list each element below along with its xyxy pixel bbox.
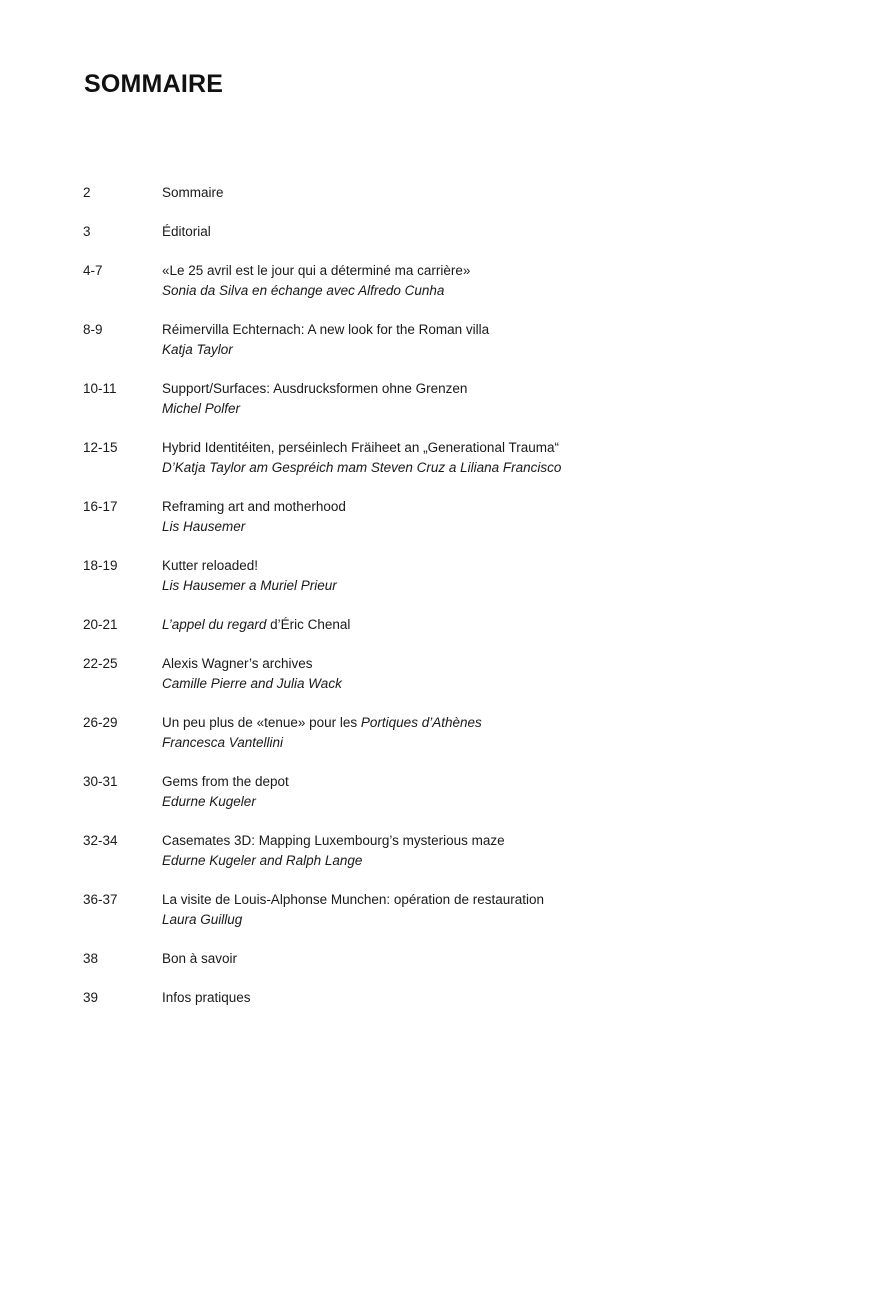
toc-entry-title: Bon à savoir: [162, 951, 238, 966]
toc-page-number: 32-34: [83, 833, 118, 848]
toc-page-number: 39: [83, 990, 99, 1005]
toc-entry: [83, 556, 843, 596]
toc-entry: [83, 949, 843, 969]
toc-page-number: 38: [83, 951, 99, 966]
toc-entry-title: Réimervilla Echternach: A new look for the Roman villa: [162, 322, 490, 337]
toc-page-number: 4-7: [83, 263, 103, 278]
toc-entry: [83, 615, 843, 635]
toc-entry-author: Sonia da Silva en échange avec Alfredo Cunha: [162, 283, 445, 298]
toc-entry-title: Reframing art and motherhood: [162, 499, 346, 514]
toc-entry: [83, 183, 843, 203]
toc-entry-author: Lis Hausemer: [162, 519, 246, 534]
toc-entry-title: Sommaire: [162, 185, 224, 200]
toc-entry-title-italic: Portiques d’Athènes: [360, 715, 482, 730]
toc-entry-author: Camille Pierre and Julia Wack: [162, 676, 342, 691]
toc-entry-title: Casemates 3D: Mapping Luxembourg’s mysterious maze: [162, 833, 505, 848]
toc-page-number: 16-17: [83, 499, 118, 514]
toc-page-number: 18-19: [83, 558, 118, 573]
toc-entry: [83, 222, 843, 242]
toc-page-number: 8-9: [83, 322, 103, 337]
toc-entry-title: La visite de Louis-Alphonse Munchen: opération de restauration: [162, 892, 544, 907]
toc-page-number: 2: [83, 185, 91, 200]
toc-entry-title: Éditorial: [162, 224, 211, 239]
toc-entry-author: Katja Taylor: [162, 342, 233, 357]
toc-page-number: 22-25: [83, 656, 118, 671]
toc-entry: [83, 988, 843, 1008]
toc-entry-author: Edurne Kugeler: [162, 794, 256, 809]
toc-entry-author: D’Katja Taylor am Gespréich mam Steven Cruz a Liliana Francisco: [162, 460, 562, 475]
toc-page-number: 12-15: [83, 440, 118, 455]
toc-entry: [83, 438, 843, 478]
toc-entry: [83, 379, 843, 419]
table-of-contents: [83, 183, 843, 1027]
toc-page-number: 26-29: [83, 715, 118, 730]
toc-entry: [83, 261, 843, 301]
toc-page-number: 20-21: [83, 617, 118, 632]
toc-page-number: 3: [83, 224, 91, 239]
toc-entry-title: Gems from the depot: [162, 774, 289, 789]
toc-entry-title-italic: L’appel du regard: [162, 617, 267, 632]
toc-entry-title-pre: Un peu plus de «tenue» pour les: [162, 715, 361, 730]
toc-entry: [83, 831, 843, 871]
toc-entry-title: [162, 713, 843, 733]
toc-entry-title: Kutter reloaded!: [162, 558, 259, 573]
toc-page-number: 10-11: [83, 381, 117, 396]
toc-entry-title: Alexis Wagner’s archives: [162, 656, 313, 671]
toc-entry-author: Lis Hausemer a Muriel Prieur: [162, 578, 337, 593]
toc-entry-title: Hybrid Identitéiten, perséinlech Fräiheet an „Generational Trauma“: [162, 440, 559, 455]
toc-entry-title-rest: d’Éric Chenal: [266, 617, 351, 632]
toc-entry: [83, 772, 843, 812]
toc-entry: [83, 890, 843, 930]
toc-entry: [83, 713, 843, 753]
toc-page-number: 36-37: [83, 892, 118, 907]
toc-entry-title: Infos pratiques: [162, 990, 251, 1005]
toc-entry-author: Edurne Kugeler and Ralph Lange: [162, 853, 363, 868]
toc-entry-author: Francesca Vantellini: [162, 735, 284, 750]
page-title: SOMMAIRE: [84, 70, 224, 98]
toc-entry: [83, 320, 843, 360]
toc-entry-title: «Le 25 avril est le jour qui a déterminé ma carrière»: [162, 263, 471, 278]
toc-entry-author: Laura Guillug: [162, 912, 243, 927]
toc-entry: [83, 497, 843, 537]
toc-entry-author: Michel Polfer: [162, 401, 241, 416]
toc-page-number: 30-31: [83, 774, 118, 789]
toc-entry-title: Support/Surfaces: Ausdrucksformen ohne Grenzen: [162, 381, 468, 396]
toc-entry: [83, 654, 843, 694]
toc-entry-title: [162, 615, 843, 635]
